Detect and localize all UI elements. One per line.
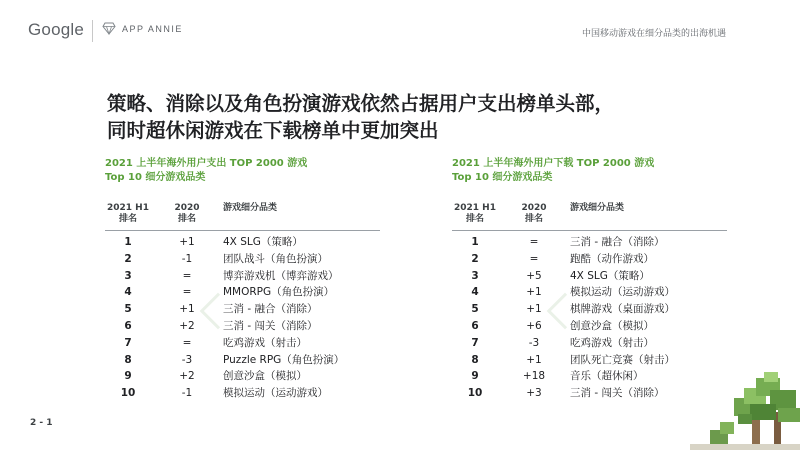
rank-cell: 9 [124,370,132,383]
rank-cell: 1 [124,236,132,248]
category-cell: 团队死亡竞赛（射击） [570,353,675,366]
table-row [105,385,380,402]
rank-cell: 6 [124,319,132,332]
rank-cell: 1 [471,236,479,248]
report-title: 中国移动游戏在细分品类的出海机遇 [581,29,726,39]
rank-cell: 8 [124,353,132,366]
change-cell: = [182,286,192,299]
category-cell: 创意沙盒（模拟） [223,370,307,383]
category-cell: 三消 - 融合（消除） [570,236,665,248]
rank-cell: 4 [471,286,479,299]
table-row [452,352,727,369]
col-prev-rank-header: 2020 排名 [521,203,547,224]
category-cell: 4X SLG（策略） [223,236,303,248]
table-row [105,268,380,285]
category-cell: 模拟运动（运动游戏） [570,286,675,299]
download-subtitle-2: Top 10 细分游戏品类 [452,172,553,183]
category-cell: 跑酷（动作游戏） [570,252,654,265]
category-cell: 博弈游戏机（博弈游戏） [223,269,339,282]
table-row [105,335,380,352]
change-cell: = [182,336,192,349]
table-divider [452,230,727,231]
change-cell: +1 [526,286,542,299]
col-category-header: 游戏细分品类 [223,203,278,213]
voxel-tree-illustration [690,368,800,450]
google-logo: Google [28,20,85,39]
download-ranking-panel [452,157,727,400]
rank-cell: 7 [124,336,132,349]
table-row [452,385,727,402]
category-cell: 音乐（超休闲） [570,370,644,383]
rank-cell: 9 [471,370,479,383]
page-number: 2 - 1 [30,418,53,428]
table-row [105,352,380,369]
rank-cell: 3 [471,269,479,282]
table-divider [105,230,380,231]
change-cell: +3 [526,387,542,400]
spending-subtitle: 2021 上半年海外用户支出 TOP 2000 游戏 [105,158,308,169]
category-cell: 吃鸡游戏（射击） [223,336,307,349]
download-subtitle: 2021 上半年海外用户下载 TOP 2000 游戏 [452,158,655,169]
category-cell: 三消 - 闯关（消除） [570,387,665,400]
app-annie-diamond-icon [102,22,116,35]
rank-cell: 6 [471,319,479,332]
table-row [452,268,727,285]
headline-line-2: 同时超休闲游戏在下载榜单中更加突出 [107,119,439,142]
table-row [105,368,380,385]
change-cell: -1 [181,387,193,400]
table-row [105,318,380,335]
rank-cell: 5 [471,303,479,316]
change-cell: +6 [526,319,542,332]
spending-subtitle-2: Top 10 细分游戏品类 [105,172,206,183]
category-cell: 创意沙盒（模拟） [570,319,654,332]
rank-cell: 10 [120,387,136,400]
app-annie-logo [102,22,183,35]
category-cell: 团队战斗（角色扮演） [223,252,328,265]
category-cell: 4X SLG（策略） [570,269,650,282]
change-cell: +18 [522,370,546,383]
table-row [452,234,727,251]
table-header [452,203,727,227]
rank-cell: 7 [471,336,479,349]
change-cell: = [182,269,192,282]
change-cell: -1 [181,252,193,265]
table-row [105,301,380,318]
table-row [105,234,380,251]
change-cell: +5 [526,269,542,282]
change-cell: +2 [179,319,195,332]
change-cell: +1 [526,303,542,316]
rank-cell: 10 [467,387,483,400]
rank-cell: 4 [124,286,132,299]
app-annie-wordmark: APP ANNIE [122,23,183,34]
col-prev-rank-header: 2020 排名 [174,203,200,224]
col-rank-header: 2021 H1 排名 [107,203,149,224]
spending-ranking-panel [105,157,380,400]
change-cell: = [529,252,539,265]
category-cell: 棋牌游戏（桌面游戏） [570,303,675,316]
col-category-header: 游戏细分品类 [570,203,625,213]
change-cell: = [529,236,539,248]
table-row [452,251,727,268]
headline-line-1: 策略、消除以及角色扮演游戏依然占据用户支出榜单头部， [107,92,615,115]
category-cell: 吃鸡游戏（射击） [570,336,654,349]
table-row [452,318,727,335]
logo-divider [92,20,93,42]
category-cell: 三消 - 融合（消除） [223,303,318,316]
table-row [452,284,727,301]
rank-cell: 2 [124,252,132,265]
change-cell: -3 [528,336,540,349]
rank-cell: 3 [124,269,132,282]
table-row [452,335,727,352]
category-cell: 三消 - 闯关（消除） [223,319,318,332]
table-row [105,284,380,301]
rank-cell: 5 [124,303,132,316]
change-cell: +2 [179,370,195,383]
category-cell: Puzzle RPG（角色扮演） [223,353,345,366]
change-cell: +1 [526,353,542,366]
category-cell: 模拟运动（运动游戏） [223,387,328,400]
rank-cell: 8 [471,353,479,366]
table-body [105,234,380,402]
table-body [452,234,727,402]
col-rank-header: 2021 H1 排名 [454,203,496,224]
table-header [105,203,380,227]
table-row [452,301,727,318]
change-cell: +1 [179,236,195,248]
rank-cell: 2 [471,252,479,265]
table-row [105,251,380,268]
page-headline [107,90,727,144]
change-cell: +1 [179,303,195,316]
change-cell: -3 [181,353,193,366]
table-row [452,368,727,385]
category-cell: MMORPG（角色扮演） [223,286,335,299]
